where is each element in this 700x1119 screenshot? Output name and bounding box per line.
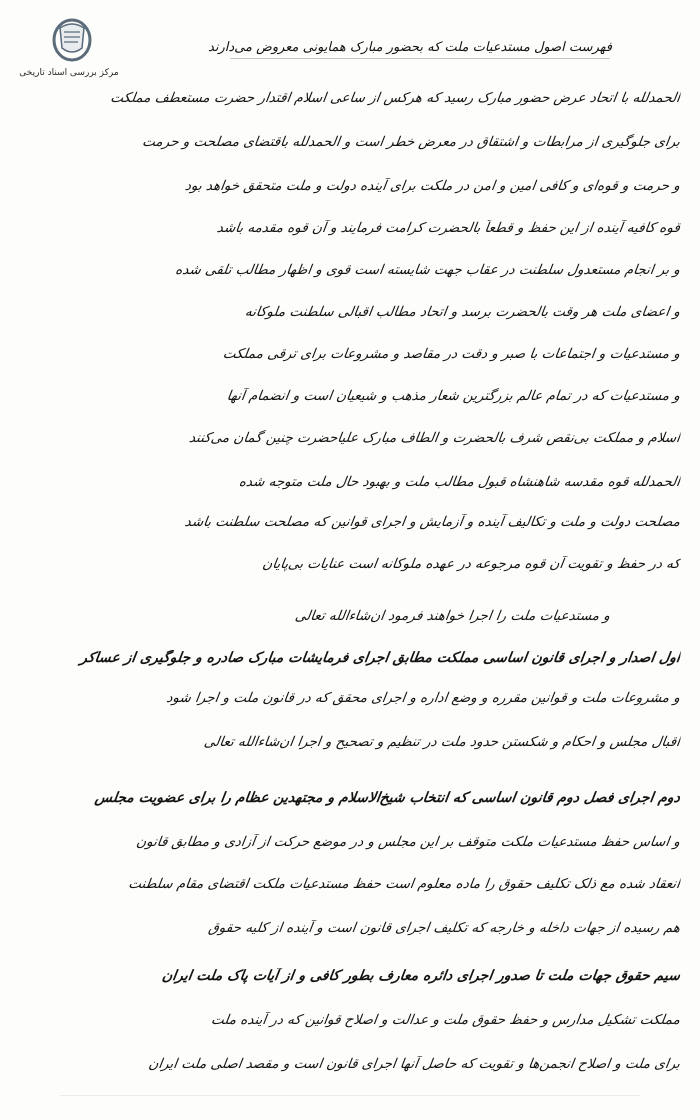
manuscript-line: الحمدلله با اتحاد عرض حضور مبارک رسید که هرکس از ساعی اسلام اقتدار حضرت مستعطف مملکت [109, 90, 682, 106]
manuscript-line: مصلحت دولت و ملت و تکالیف آینده و آزمایش و اجرای قوانین که مصلحت سلطنت باشد [183, 514, 682, 530]
archive-emblem-icon [52, 18, 92, 64]
manuscript-line: اسلام و مملکت بی‌نقص شرف بالحضرت و الطاف مبارک علیاحضرت چنین گمان می‌کنند [188, 430, 682, 446]
manuscript-line: اقبال مجلس و احکام و شکستن حدود ملت در تنظیم و تصحیح و اجرا ان‌شاءالله تعالی [202, 734, 682, 750]
manuscript-line: انعقاد شده مع ذلک تکلیف حقوق را ماده معلوم است حفظ مستدعیات ملکت اقتضای مقام سلطنت [127, 876, 682, 892]
manuscript-line: و مستدعیات و اجتماعات با صبر و دقت در مقاصد و مشروعات برای ترقی مملکت [221, 346, 682, 362]
document-title: فهرست اصول مستدعیات ملت که بحضور مبارک همایونی معروض می‌دارند [208, 40, 612, 55]
archive-logo-text: مرکز بررسی اسناد تاریخی [19, 68, 119, 78]
manuscript-line: و مشروعات ملت و قوانین مقرره و وضع اداره و اجرای محقق که در قانون ملت و اجرا شود [165, 690, 682, 706]
archive-logo [14, 18, 124, 88]
manuscript-line: و بر انجام مستعدول سلطنت در عقاب جهت شایسته است قوی و اظهار مطالب تلقی شده [174, 262, 682, 278]
manuscript-line: و اعضای ملت هر وقت بالحضرت برسد و اتحاد مطالب اقبالی سلطنت ملوکانه [243, 304, 682, 320]
manuscript-line: و حرمت و قوه‌ای و کافی امین و امن در ملکت برای آینده دولت و ملت متحقق خواهد بود [183, 178, 682, 194]
manuscript-line: و اساس حفظ مستدعیات ملکت متوقف بر این مجلس و در موضع حرکت از آزادی و مطابق قانون [135, 834, 682, 850]
manuscript-line: هم رسیده از جهات داخله و خارجه که تکلیف اجرای قانون است و آینده از کلیه حقوق [207, 920, 682, 936]
section-second-line: دوم اجرای فصل دوم قانون اساسی که انتخاب شیخ‌الاسلام و مجتهدین عظام را برای عضویت مجلس [93, 790, 682, 806]
manuscript-body [40, 90, 680, 1110]
manuscript-line: مملکت تشکیل مدارس و حفظ حقوق ملت و عدالت و اصلاح قوانین که در آینده ملت [210, 1012, 682, 1028]
manuscript-line: و مستدعیات که در تمام عالم بزرگترین شعار مذهب و شیعیان است و انضمام آنها [225, 388, 682, 404]
manuscript-line: و مستدعیات ملت را اجرا خواهند فرمود ان‌شاءالله تعالی [293, 608, 612, 624]
section-third-line: سیم حقوق جهات ملت تا صدور اجرای دائره معارف بطور کافی و از آیات پاک ملت ایران [160, 968, 682, 984]
manuscript-line: برای ملت و اصلاح انجمن‌ها و تقویت که حاصل آنها اجرای قانون است و مقصد اصلی ملت ایران [147, 1056, 682, 1072]
section-first-line: اول اصدار و اجرای قانون اساسی مملکت مطابق اجرای فرمایشات مبارک صادره و جلوگیری از عساکر [79, 650, 682, 666]
manuscript-line: برای جلوگیری از مرابطات و اشتقاق در معرض خطر است و الحمدلله باقتضای مصلحت و حرمت [141, 134, 682, 150]
manuscript-line: الحمدلله قوه مقدسه شاهنشاه قبول مطالب ملت و بهبود حال ملت متوجه شده [237, 474, 682, 490]
manuscript-line: قوه کافیه آینده از این حفظ و قطعاً بالحضرت کرامت فرمایند و آن قوه مقدمه باشد [215, 220, 682, 236]
manuscript-line: که در حفظ و تقویت آن قوه مرجوعه در عهده ملوکانه است عنایات بی‌پایان [261, 556, 682, 572]
